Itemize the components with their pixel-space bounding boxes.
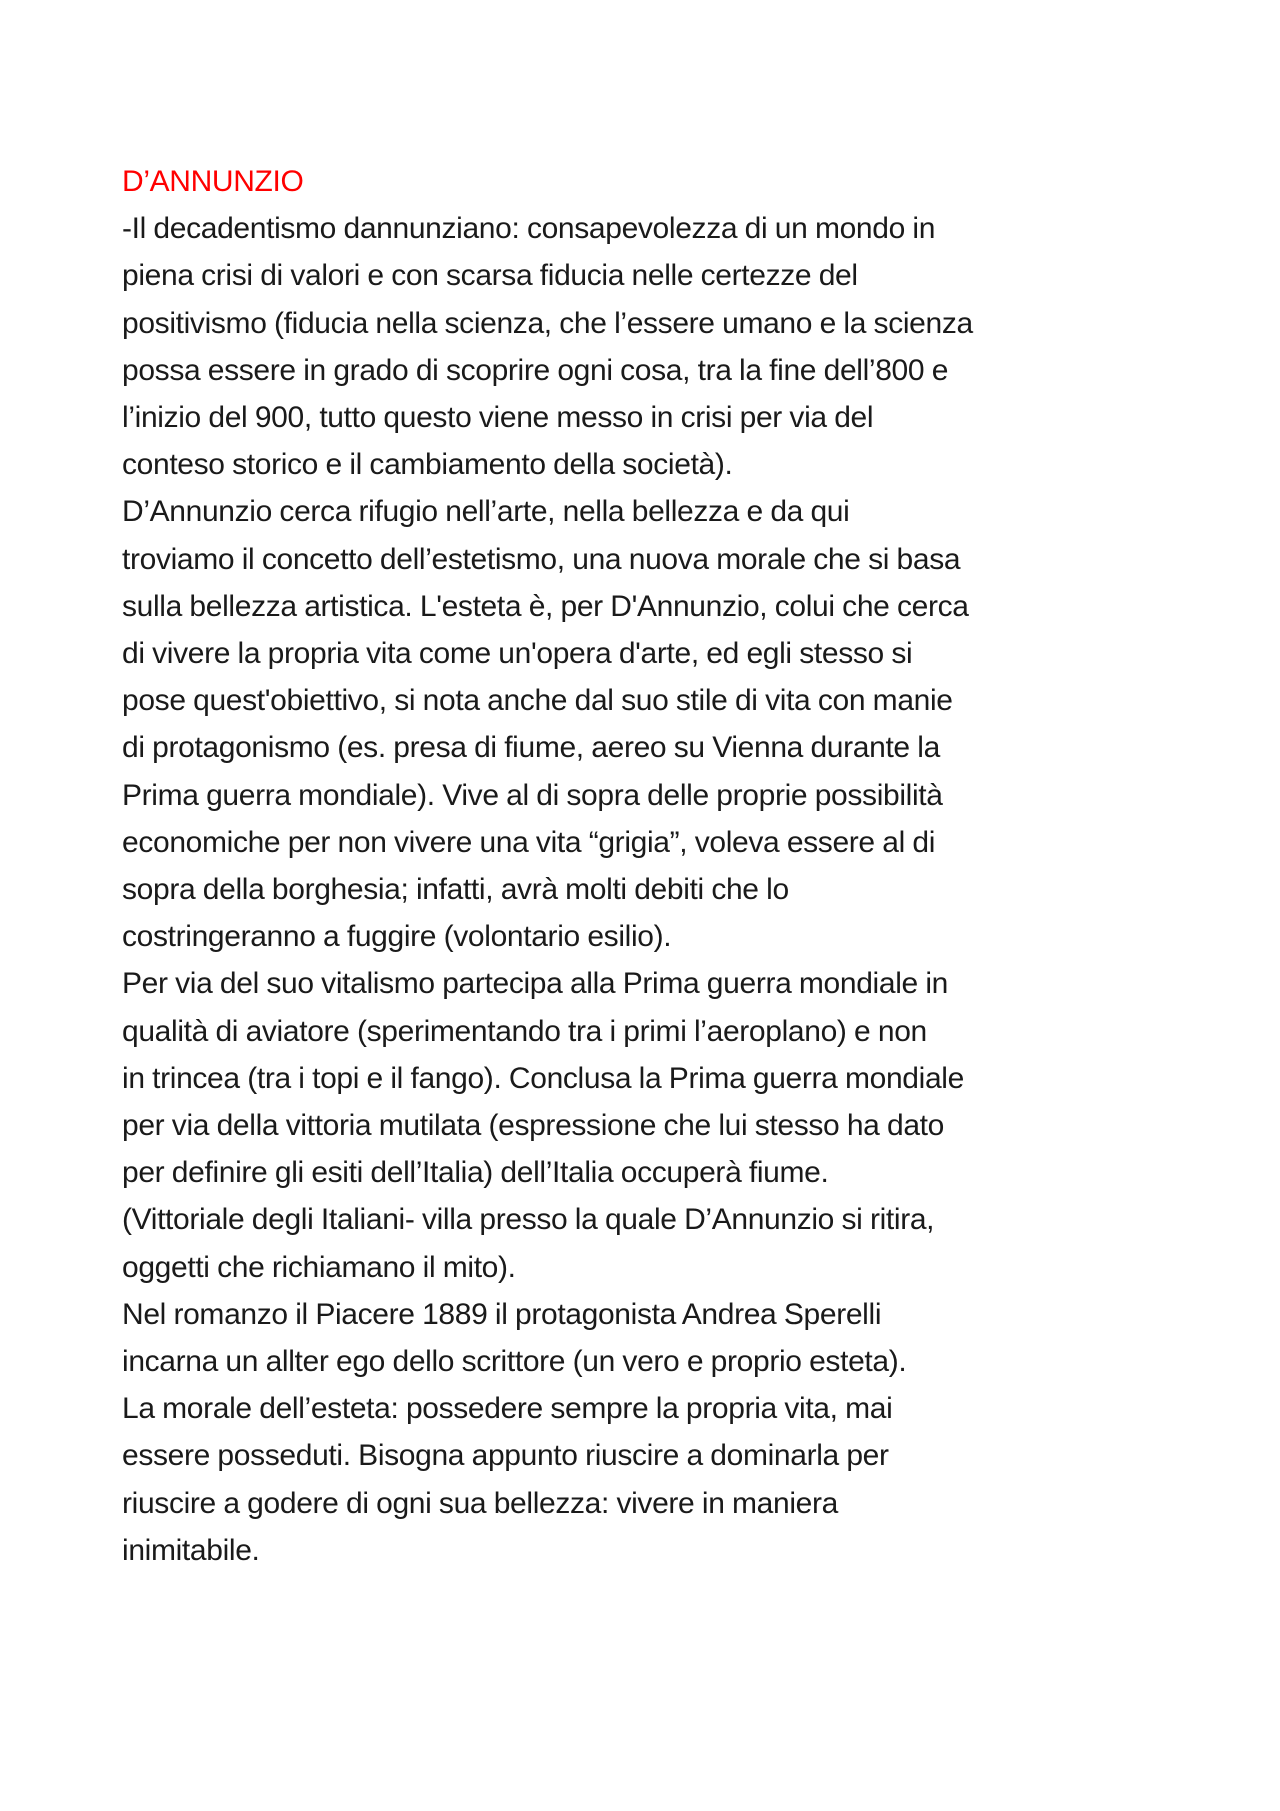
- text-line: Prima guerra mondiale). Vive al di sopra delle proprie possibilità: [122, 778, 943, 812]
- text-line: pose quest'obiettivo, si nota anche dal suo stile di vita con manie: [122, 684, 953, 718]
- paragraph-estetismo: [122, 488, 1182, 960]
- document-body: [122, 158, 1182, 1574]
- text-line: (Vittoriale degli Italiani- villa presso la quale D’Annunzio si ritira,: [122, 1203, 935, 1237]
- text-line: positivismo (fiducia nella scienza, che l’essere umano e la scienza: [122, 306, 973, 340]
- text-line: possa essere in grado di scoprire ogni cosa, tra la fine dell’800 e: [122, 353, 949, 387]
- text-line: per definire gli esiti dell’Italia) dell’Italia occuperà fiume.: [122, 1156, 829, 1190]
- text-line: di vivere la propria vita come un'opera d'arte, ed egli stesso si: [122, 637, 913, 671]
- text-line: D’Annunzio cerca rifugio nell’arte, nella bellezza e da qui: [122, 495, 850, 529]
- text-line: Per via del suo vitalismo partecipa alla Prima guerra mondiale in: [122, 967, 948, 1001]
- document-title: D’ANNUNZIO: [122, 165, 304, 198]
- text-line: per via della vittoria mutilata (espressione che lui stesso ha dato: [122, 1109, 944, 1143]
- text-line: incarna un allter ego dello scrittore (un vero e proprio esteta).: [122, 1345, 907, 1379]
- text-line: sulla bellezza artistica. L'esteta è, per D'Annunzio, colui che cerca: [122, 589, 969, 623]
- text-line: essere posseduti. Bisogna appunto riuscire a dominarla per: [122, 1439, 889, 1473]
- text-line: oggetti che richiamano il mito).: [122, 1250, 516, 1284]
- text-line: La morale dell’esteta: possedere sempre la propria vita, mai: [122, 1392, 893, 1426]
- text-line: l’inizio del 900, tutto questo viene messo in crisi per via del: [122, 401, 874, 435]
- text-line: conteso storico e il cambiamento della società).: [122, 448, 733, 482]
- text-line: troviamo il concetto dell’estetismo, una nuova morale che si basa: [122, 542, 961, 576]
- text-line: piena crisi di valori e con scarsa fiducia nelle certezze del: [122, 259, 858, 293]
- paragraph-il-piacere: [122, 1291, 1182, 1385]
- paragraph-vitalismo: [122, 960, 1182, 1290]
- text-line: di protagonismo (es. presa di fiume, aereo su Vienna durante la: [122, 731, 940, 765]
- paragraph-decadentismo: [122, 205, 1182, 488]
- text-line: qualità di aviatore (sperimentando tra i primi l’aeroplano) e non: [122, 1014, 927, 1048]
- text-line: costringeranno a fuggire (volontario esilio).: [122, 920, 672, 954]
- paragraph-morale-esteta: [122, 1385, 1182, 1574]
- text-line: riuscire a godere di ogni sua bellezza: vivere in maniera: [122, 1486, 838, 1520]
- text-line: in trincea (tra i topi e il fango). Conclusa la Prima guerra mondiale: [122, 1061, 964, 1095]
- text-line: -Il decadentismo dannunziano: consapevolezza di un mondo in: [122, 212, 936, 246]
- text-line: sopra della borghesia; infatti, avrà molti debiti che lo: [122, 873, 789, 907]
- text-line: economiche per non vivere una vita “grigia”, voleva essere al di: [122, 825, 936, 859]
- text-line: Nel romanzo il Piacere 1889 il protagonista Andrea Sperelli: [122, 1297, 882, 1331]
- text-line: inimitabile.: [122, 1533, 260, 1567]
